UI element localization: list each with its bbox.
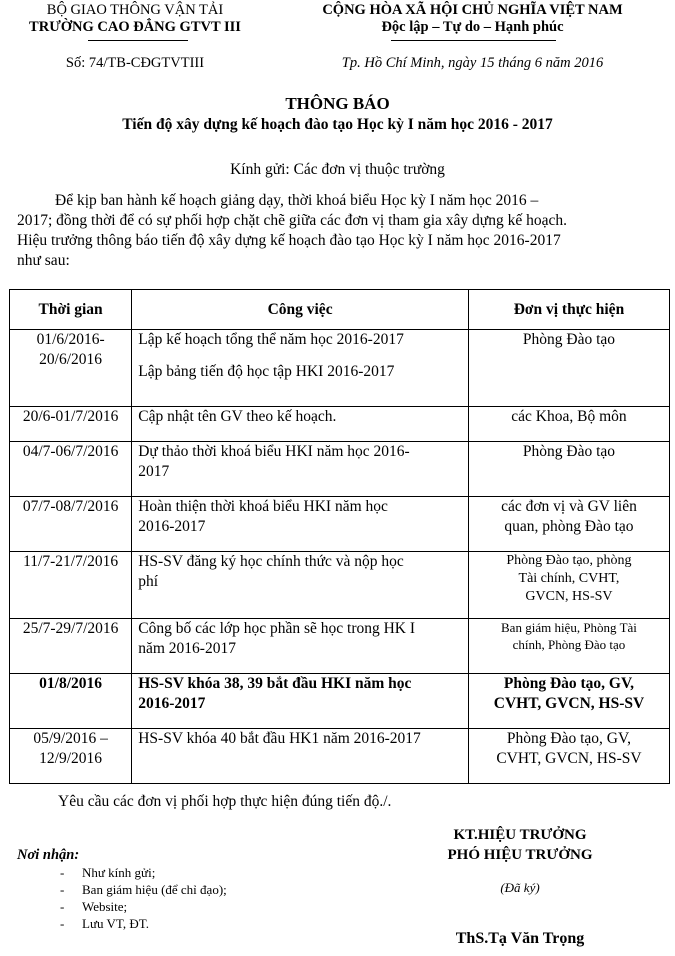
unit-line: CVHT, GVCN, HS-SV xyxy=(496,750,642,767)
task-line: HS-SV khóa 38, 39 bắt đầu HKI năm học xyxy=(138,675,412,692)
cell-task xyxy=(132,407,469,442)
task-line: Lập kế hoạch tổng thể năm học 2016-2017 xyxy=(138,331,404,348)
list-item: - Website; xyxy=(60,899,128,914)
cell-task xyxy=(132,674,469,729)
time-line: 01/6/2016- xyxy=(36,331,105,348)
cell-task xyxy=(132,442,469,497)
time-line: 12/9/2016 xyxy=(39,750,103,767)
school-name: TRƯỜNG CAO ĐẲNG GTVT III xyxy=(29,19,241,35)
time-line: 05/9/2016 – xyxy=(33,730,108,747)
unit-line: quan, phòng Đào tạo xyxy=(504,518,634,535)
intro-line: Để kịp ban hành kế hoạch giảng dạy, thời khoá biểu Học kỳ I năm học 2016 – xyxy=(55,192,539,209)
intro-line: như sau: xyxy=(17,252,70,269)
task-line: Cập nhật tên GV theo kế hoạch. xyxy=(138,408,337,425)
cell-time xyxy=(10,330,132,407)
column-header-task: Công việc xyxy=(132,290,469,330)
cell-unit xyxy=(468,729,669,784)
task-line: năm 2016-2017 xyxy=(138,640,236,657)
task-line: Công bố các lớp học phần sẽ học trong HK I xyxy=(138,620,416,637)
signature-role-2: PHÓ HIỆU TRƯỞNG xyxy=(447,847,593,863)
table-row xyxy=(10,407,670,442)
unit-line: CVHT, GVCN, HS-SV xyxy=(493,695,645,712)
time-line: 01/8/2016 xyxy=(39,675,103,692)
recipient-text: Ban giám hiệu (để chỉ đạo); xyxy=(82,882,227,897)
intro-line: Hiệu trưởng thông báo tiến độ xây dựng kế hoạch đào tạo Học kỳ I năm học 2016-2017 xyxy=(17,232,561,249)
cell-time xyxy=(10,674,132,729)
unit-line: Phòng Đào tạo, GV, xyxy=(506,730,632,747)
time-line: 11/7-21/7/2016 xyxy=(23,553,119,570)
unit-line: các Khoa, Bộ môn xyxy=(511,408,627,425)
document-number: Số: 74/TB-CĐGTVTIII xyxy=(65,55,205,71)
signer-name: ThS.Tạ Văn Trọng xyxy=(455,930,585,947)
unit-line: Ban giám hiệu, Phòng Tài xyxy=(501,620,637,635)
time-line: 04/7-06/7/2016 xyxy=(22,443,119,460)
cell-unit xyxy=(468,674,669,729)
document-title: THÔNG BÁO xyxy=(285,94,390,113)
cell-task xyxy=(132,619,469,674)
recipients-label: Nơi nhận: xyxy=(17,847,80,863)
signed-note: (Đã ký) xyxy=(500,880,540,895)
list-item: - Lưu VT, ĐT. xyxy=(60,916,149,931)
place-date: Tp. Hồ Chí Minh, ngày 15 tháng 6 năm 2016 xyxy=(341,55,604,71)
time-line: 07/7-08/7/2016 xyxy=(22,498,119,515)
motto: Độc lập – Tự do – Hạnh phúc xyxy=(381,19,564,35)
time-line: 20/6/2016 xyxy=(39,351,103,368)
unit-line: Phòng Đào tạo xyxy=(522,443,616,460)
ministry-name: BỘ GIAO THÔNG VẬN TẢI xyxy=(46,2,224,18)
list-item: - Ban giám hiệu (để chỉ đạo); xyxy=(60,882,227,897)
task-line: phí xyxy=(138,573,159,590)
national-header xyxy=(270,2,675,36)
cell-unit xyxy=(468,619,669,674)
cell-task xyxy=(132,497,469,552)
task-line: 2016-2017 xyxy=(138,695,206,712)
intro-line: 2017; đồng thời để có sự phối hợp chặt chẽ giữa các đơn vị tham gia xây dựng kế hoạch. xyxy=(17,212,567,229)
table-row xyxy=(10,674,670,729)
unit-line: Tài chính, CVHT, xyxy=(518,571,620,586)
task-line: 2016-2017 xyxy=(138,518,206,535)
cell-task xyxy=(132,552,469,619)
task-line: Hoàn thiện thời khoá biểu HKI năm học xyxy=(138,498,388,515)
cell-unit xyxy=(468,552,669,619)
cell-time xyxy=(10,729,132,784)
cell-unit xyxy=(468,330,669,407)
cell-time xyxy=(10,442,132,497)
table-row xyxy=(10,497,670,552)
list-item: - Như kính gửi; xyxy=(60,865,156,880)
column-header-unit: Đơn vị thực hiện xyxy=(468,290,669,330)
cell-unit xyxy=(468,442,669,497)
cell-time xyxy=(10,619,132,674)
table-row xyxy=(10,330,670,407)
document-subtitle: Tiến độ xây dựng kế hoạch đào tạo Học kỳ I năm học 2016 - 2017 xyxy=(122,116,553,133)
cell-time xyxy=(10,552,132,619)
country-name: CỘNG HÒA XÃ HỘI CHỦ NGHĨA VIỆT NAM xyxy=(322,2,623,18)
salutation: Kính gửi: Các đơn vị thuộc trường xyxy=(230,161,445,178)
cell-task xyxy=(132,330,469,407)
task-line: HS-SV khóa 40 bắt đầu HK1 năm 2016-2017 xyxy=(138,730,421,747)
table-row xyxy=(10,619,670,674)
cell-unit xyxy=(468,497,669,552)
unit-line: Phòng Đào tạo, GV, xyxy=(503,675,635,692)
task-line: HS-SV đăng ký học chính thức và nộp học xyxy=(138,553,404,570)
table-header-row xyxy=(10,290,670,330)
cell-unit xyxy=(468,407,669,442)
unit-line: chính, Phòng Đào tạo xyxy=(512,637,626,652)
unit-line: các đơn vị và GV liên xyxy=(501,498,637,515)
recipient-text: Như kính gửi; xyxy=(82,865,156,880)
issuer-underline xyxy=(88,40,188,41)
signature-role-1: KT.HIỆU TRƯỞNG xyxy=(453,827,587,843)
recipients-list xyxy=(60,864,227,932)
signature-roles xyxy=(410,825,630,865)
issuer-block xyxy=(0,2,270,36)
cell-time xyxy=(10,497,132,552)
table-row xyxy=(10,442,670,497)
recipient-text: Website; xyxy=(82,899,128,914)
motto-underline xyxy=(391,40,556,41)
time-line: 25/7-29/7/2016 xyxy=(22,620,119,637)
schedule-table xyxy=(9,289,670,784)
unit-line: GVCN, HS-SV xyxy=(525,589,613,604)
task-line: Lập bảng tiến độ học tập HKI 2016-2017 xyxy=(138,363,395,380)
closing-sentence: Yêu cầu các đơn vị phối hợp thực hiện đúng tiến độ./. xyxy=(58,793,392,810)
unit-line: Phòng Đào tạo, phòng xyxy=(506,553,632,568)
table-row xyxy=(10,729,670,784)
recipient-text: Lưu VT, ĐT. xyxy=(82,916,149,931)
unit-line: Phòng Đào tạo xyxy=(522,331,616,348)
task-line: Dự thảo thời khoá biểu HKI năm học 2016- xyxy=(138,443,410,460)
cell-task xyxy=(132,729,469,784)
cell-time xyxy=(10,407,132,442)
time-line: 20/6-01/7/2016 xyxy=(22,408,119,425)
task-line: 2017 xyxy=(138,463,170,480)
column-header-time: Thời gian xyxy=(10,290,132,330)
table-row xyxy=(10,552,670,619)
intro-paragraph xyxy=(17,191,667,271)
